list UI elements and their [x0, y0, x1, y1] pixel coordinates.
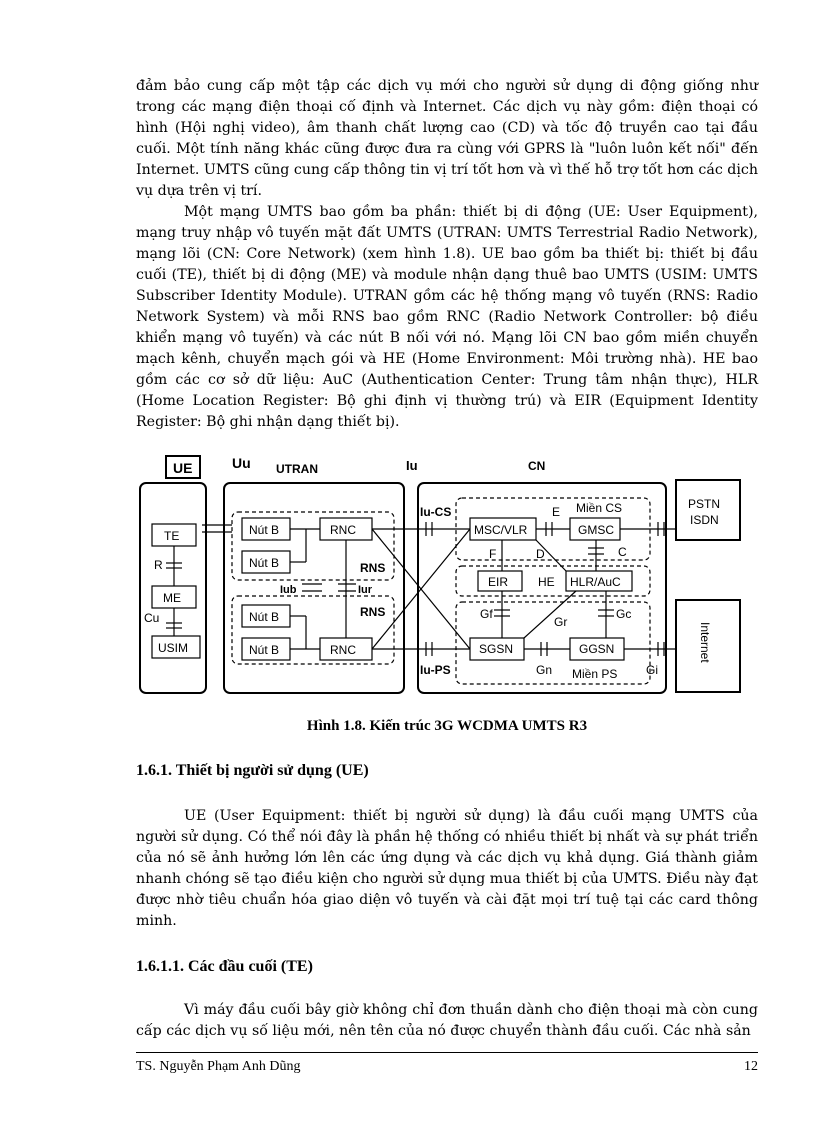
rnc-label: RNC: [330, 523, 356, 537]
internet-label: Internet: [698, 622, 712, 663]
uu-label: Uu: [232, 455, 251, 471]
node-b-label: Nút B: [249, 556, 280, 570]
paragraph-umts-architecture: Một mạng UMTS bao gồm ba phần: thiết bị di động (UE: User Equipment), mạng truy nhập vô tuyến mặt đất UMTS (UTRAN: UMTS Terrestrial Radio Network), mạng lõi (CN: Core Network) (xem hình 1.8). UE bao gồm ba thiết bị: thiết bị đầu cuối (TE), thiết bị di động (ME) và module nhận dạng thuê bao UMTS (USIM: UMTS Subscriber Identity Module). UTRAN gồm các hệ thống mạng vô tuyến (RNS: Radio Network System) và mỗi RNS bao gồm RNC (Radio Network Controller: bộ điều khiển mạng vô tuyến) và các nút B nối với nó. Mạng lõi CN bao gồm miền chuyển mạch kênh, chuyển mạch gói và HE (Home Environment: Môi trường nhà). HE bao gồm các cơ sở dữ liệu: AuC (Authentication Center: Trung tâm nhận thực), HLR (Home Location Register: Bộ ghi định vị thường trú) và EIR (Equipment Identity Register: Bộ ghi nhận dạng thiết bị).: [136, 204, 758, 430]
e-interface-label: E: [552, 505, 561, 519]
ggsn-label: GGSN: [579, 642, 615, 656]
iu-label: Iu: [406, 458, 418, 473]
figure-caption: Hình 1.8. Kiến trúc 3G WCDMA UMTS R3: [306, 718, 588, 734]
te-label: TE: [164, 529, 180, 543]
ue-label: UE: [173, 460, 193, 476]
gc-interface-label: Gc: [616, 607, 632, 621]
msc-vlr-label: MSC/VLR: [474, 523, 528, 537]
utran-panel: [224, 483, 404, 693]
node-b-label: Nút B: [249, 643, 280, 657]
pstn-label: PSTN: [688, 497, 721, 511]
paragraph-te: Vì máy đầu cuối bây giờ không chỉ đơn thuần dành cho điện thoại mà còn cung cấp các dịch vụ số liệu mới, nên tên của nó được chuyển thành đầu cuối. Các nhà sản: [136, 1002, 758, 1039]
umts-architecture-figure: [136, 450, 758, 700]
cs-domain-label: Miền CS: [576, 501, 623, 515]
usim-label: USIM: [158, 641, 188, 655]
eir-label: EIR: [488, 575, 509, 589]
iu-ps-label: Iu-PS: [420, 663, 451, 677]
section-heading-ue: 1.6.1. Thiết bị người sử dụng (UE): [136, 762, 369, 779]
iur-label: Iur: [358, 584, 373, 596]
subsection-heading-te: 1.6.1.1. Các đầu cuối (TE): [136, 958, 313, 975]
node-b-label: Nút B: [249, 523, 280, 537]
paragraph-ue: UE (User Equipment: thiết bị người sử dụng) là đầu cuối mạng UMTS của người sử dụng. Có thể nói đây là phần hệ thống có nhiều thiết bị nhất và sự phát triển của nó sẽ ảnh hưởng lớn lên các ứng dụng và các dịch vụ khả dụng. Giá thành giảm nhanh chóng sẽ tạo điều kiện cho người sử dụng mua thiết bị của UMTS. Điều này đạt được nhờ tiêu chuẩn hóa giao diện vô tuyến và cài đặt mọi trí tuệ tại các card thông minh.: [136, 808, 758, 929]
footer-author: TS. Nguyễn Phạm Anh Dũng: [136, 1059, 301, 1074]
sgsn-label: SGSN: [479, 642, 514, 656]
iu-cs-label: Iu-CS: [420, 505, 452, 519]
he-label: HE: [538, 575, 555, 589]
ps-domain-label: Miền PS: [572, 667, 618, 681]
node-b-label: Nút B: [249, 610, 280, 624]
gi-interface-label: Gi: [646, 663, 658, 677]
page-number: 12: [744, 1059, 758, 1074]
me-label: ME: [163, 591, 181, 605]
rnc-label: RNC: [330, 643, 356, 657]
utran-label: UTRAN: [276, 462, 318, 476]
gmsc-label: GMSC: [578, 523, 614, 537]
f-interface-label: F: [489, 547, 497, 561]
r-interface-label: R: [154, 558, 163, 572]
iub-label: Iub: [280, 584, 297, 596]
gf-interface-label: Gf: [480, 607, 493, 621]
rns-label: RNS: [360, 605, 386, 619]
paragraph-intro: đảm bảo cung cấp một tập các dịch vụ mới cho người sử dụng di động giống như trong các mạng điện thoại cố định và Internet. Các dịch vụ này gồm: điện thoại có hình (Hội nghị video), âm thanh chất lượng cao (CD) và tốc độ truyền cao tại đầu cuối. Một tính năng khác cũng được đưa ra cùng với GPRS là "luôn luôn kết nối" đến Internet. UMTS cũng cung cấp thông tin vị trí tốt hơn và vì thế hỗ trợ tốt hơn các dịch vụ dựa trên vị trí.: [136, 78, 758, 199]
d-interface-label: D: [536, 547, 545, 561]
hlr-auc-label: HLR/AuC: [570, 575, 621, 589]
cu-interface-label: Cu: [144, 611, 160, 625]
rns-label: RNS: [360, 561, 386, 575]
gn-interface-label: Gn: [536, 663, 553, 677]
footer-divider: [136, 1052, 758, 1053]
gr-interface-label: Gr: [554, 615, 568, 629]
cn-label: CN: [528, 459, 546, 473]
isdn-label: ISDN: [690, 513, 719, 527]
c-interface-label: C: [618, 545, 627, 559]
